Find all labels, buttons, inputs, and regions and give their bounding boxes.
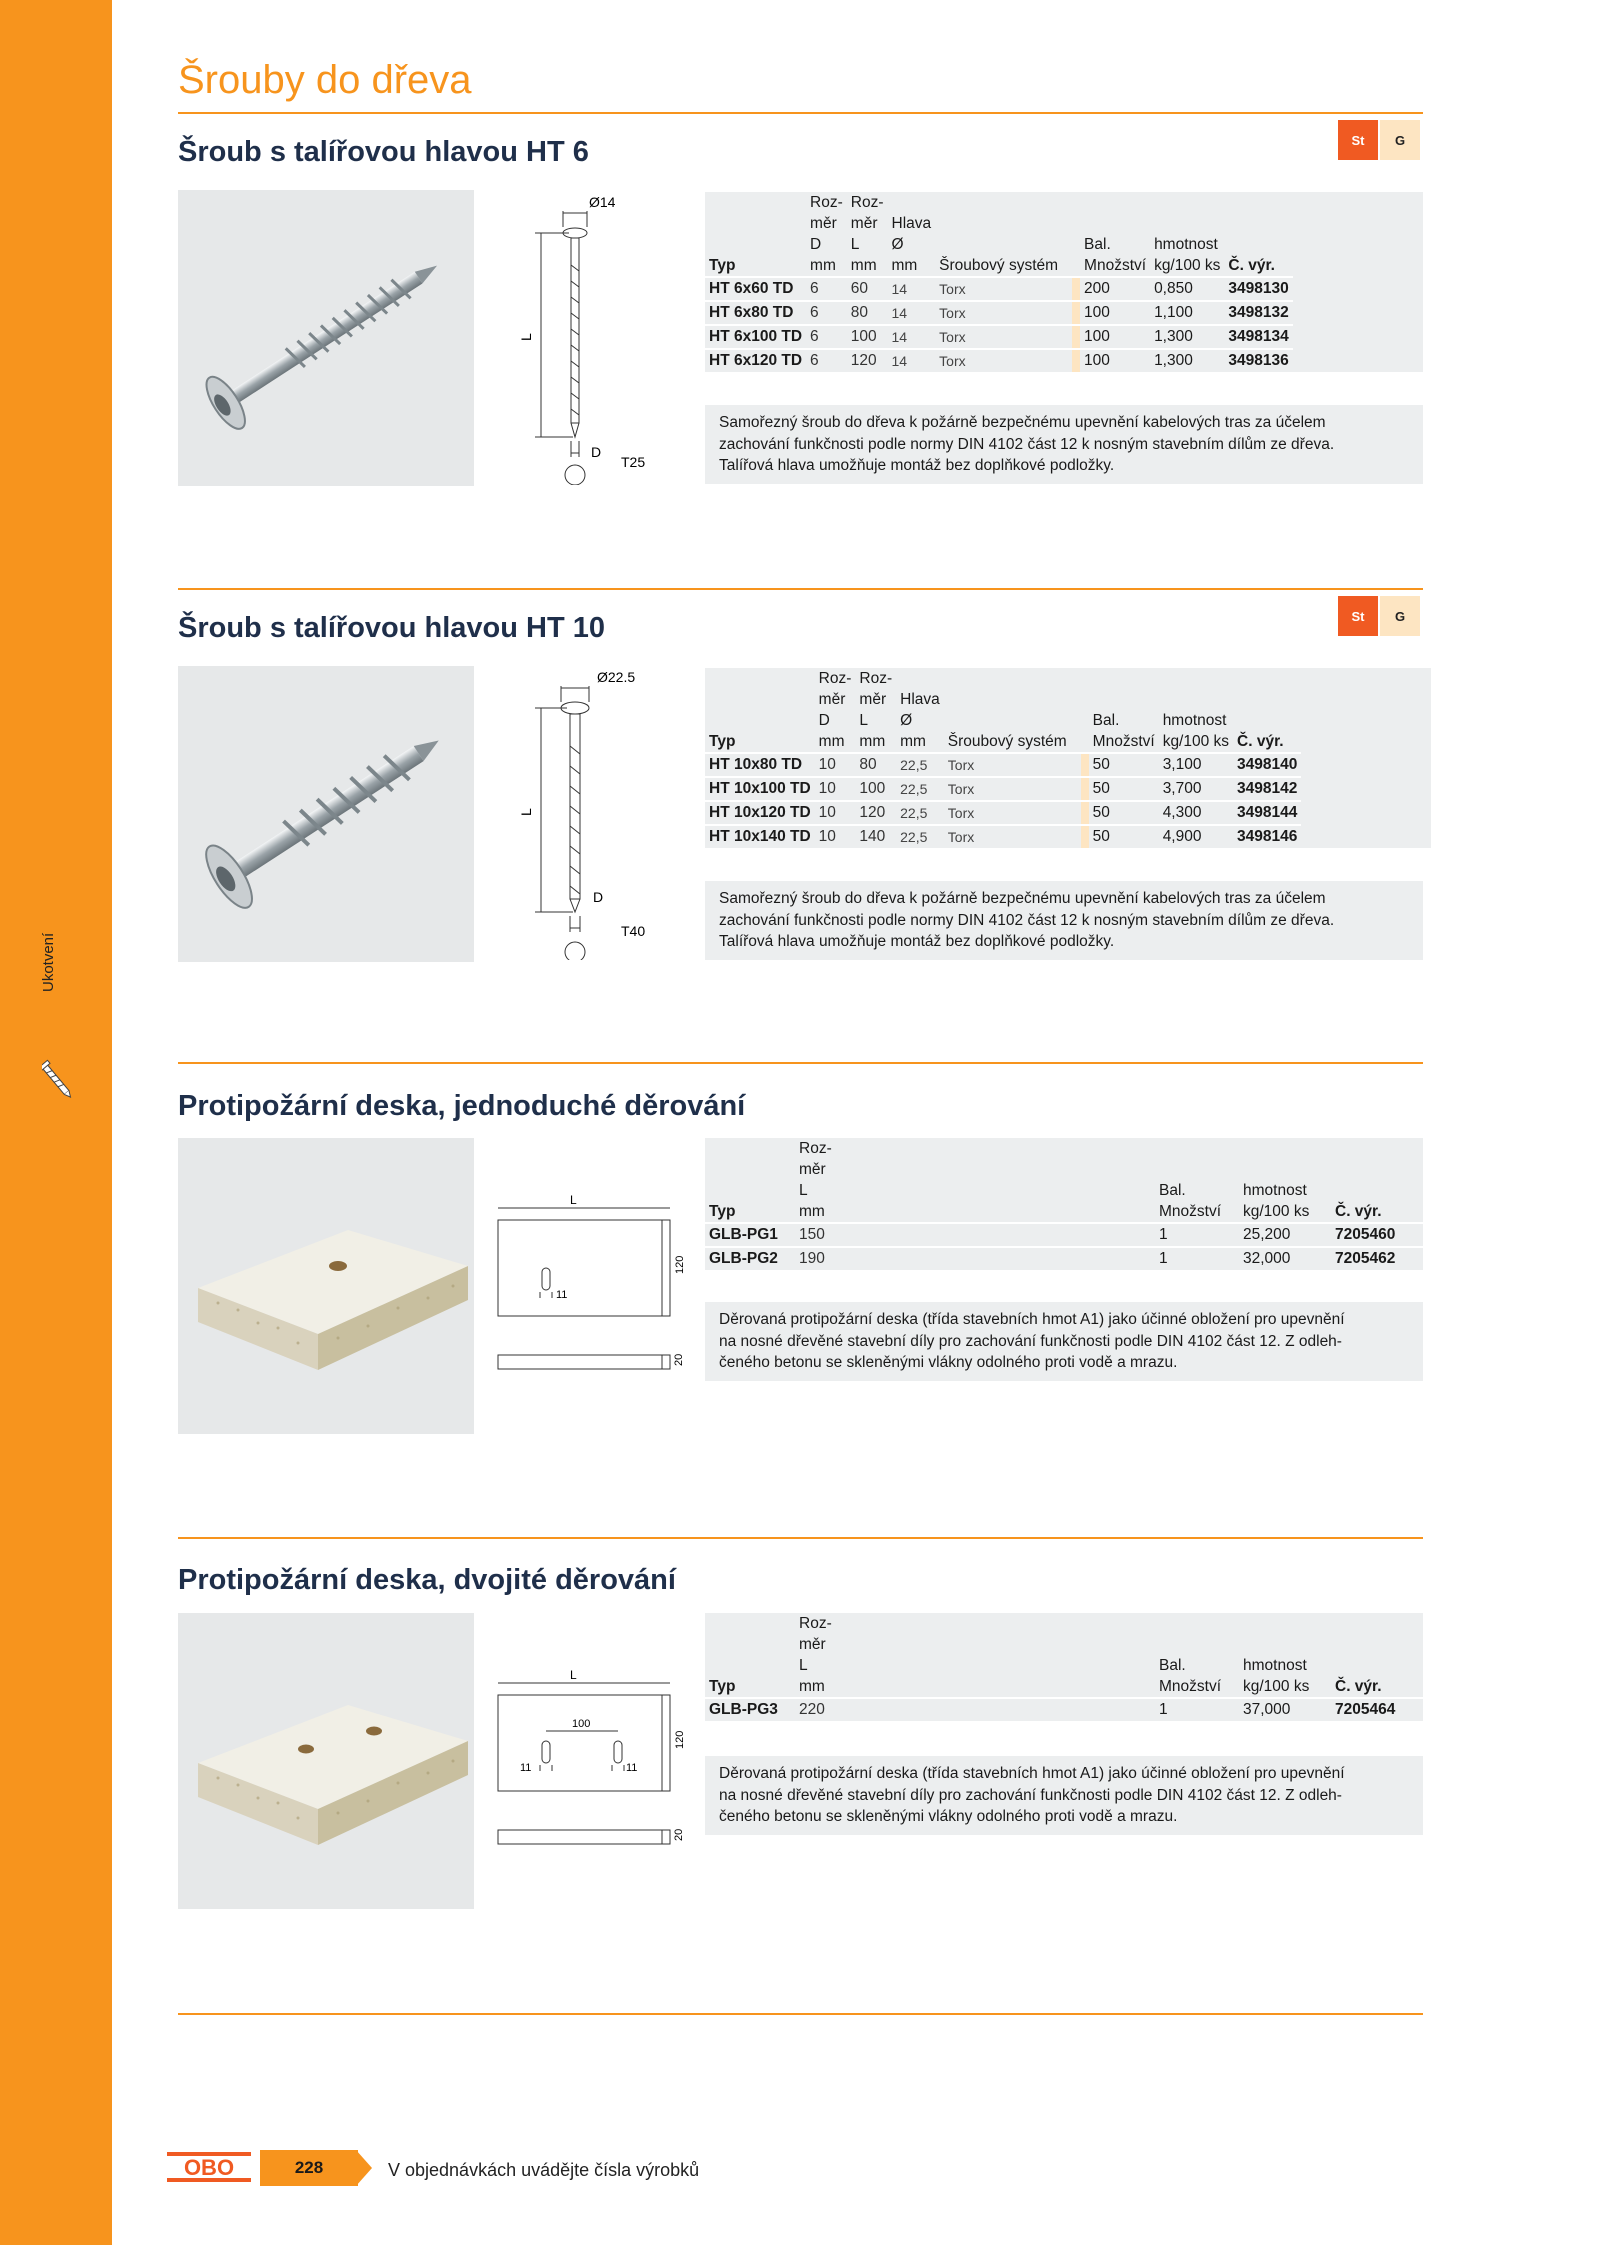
dim-width: 120 [674, 1730, 686, 1749]
col-head: Hlava Ø mm [891, 215, 932, 274]
col-type: Typ [709, 733, 736, 750]
col-l: Roz- měr L mm [799, 1140, 832, 1220]
section-divider [178, 1062, 1423, 1064]
drive-size: T40 [621, 923, 646, 939]
section-title: Protipožární deska, dvojité děrování [178, 1564, 676, 1596]
table-row: HT 6x60 TD 6 60 14 Torx 200 0,850 3498130 [705, 277, 1293, 301]
dim-diameter: D [591, 444, 602, 460]
table-row: GLB-PG3 220 1 37,000 7205464 [705, 1698, 1423, 1721]
table-row: GLB-PG1 150 1 25,200 7205460 [705, 1223, 1423, 1247]
screw-icon [42, 1058, 72, 1104]
col-article: Č. výr. [1237, 733, 1284, 750]
title-divider [178, 112, 1423, 114]
badge-st: St [1338, 120, 1378, 160]
section-title: Šroub s talířovou hlavou HT 10 [178, 612, 606, 644]
dim-hole: 11 [626, 1762, 638, 1774]
technical-drawing [490, 1665, 690, 1865]
section-title: Šroub s talířovou hlavou HT 6 [178, 136, 589, 168]
dim-width: 120 [674, 1255, 686, 1274]
col-qty: Bal. Množství [1092, 712, 1155, 750]
dim-head: Ø22.5 [597, 669, 636, 685]
col-qty: Bal. Množství [1159, 1182, 1222, 1220]
col-type: Typ [709, 1203, 736, 1220]
table-row: HT 6x120 TD 6 120 14 Torx 100 1,300 3498136 [705, 349, 1293, 372]
col-l: Roz- měr L mm [799, 1615, 832, 1695]
dim-thickness: 20 [673, 1828, 685, 1841]
section-divider [178, 588, 1423, 590]
dim-length: L [518, 808, 534, 816]
col-d: Roz- měr D mm [818, 670, 852, 750]
product-table [705, 1613, 1423, 1721]
table-row: HT 10x120 TD 10 120 22,5 Torx 50 4,300 3498144 [705, 801, 1301, 825]
page-number: 228 [260, 2150, 358, 2186]
col-type: Typ [709, 257, 736, 274]
dim-head: Ø14 [589, 194, 616, 210]
product-description: Děrovaná protipožární deska (třída stavebních hmot A1) jako účinné obložení pro upevnění na nosné dřevěné stavební díly pro zachování funkčnosti podle DIN 4102 část 12. Z odleh- čeného betonu se skleněnými vlákny odolného proti vodě a mrazu. [705, 1756, 1423, 1835]
dim-thickness: 20 [673, 1353, 685, 1366]
badge-st: St [1338, 596, 1378, 636]
col-weight: hmotnost kg/100 ks [1162, 712, 1230, 750]
col-qty: Bal. Množství [1159, 1657, 1222, 1695]
badge-g: G [1380, 596, 1420, 636]
badge-g: G [1380, 120, 1420, 160]
drive-size: T25 [621, 454, 646, 470]
sidebar-strip [0, 0, 112, 2245]
dim-length: L [570, 1668, 577, 1682]
dim-hole: 11 [556, 1289, 568, 1301]
dim-length: L [570, 1193, 577, 1207]
col-weight: hmotnost kg/100 ks [1154, 236, 1221, 274]
product-table [705, 1138, 1423, 1270]
product-photo [178, 190, 474, 486]
svg-text:OBO: OBO [183, 2155, 235, 2180]
col-weight: hmotnost kg/100 ks [1243, 1657, 1310, 1695]
product-photo [178, 1613, 474, 1909]
dim-length: L [518, 333, 534, 341]
col-system: Šroubový systém [939, 257, 1059, 274]
dim-diameter: D [593, 889, 604, 905]
col-d: Roz- měr D mm [810, 194, 843, 274]
page-title: Šrouby do dřeva [178, 58, 472, 102]
dim-hole: 11 [520, 1762, 532, 1774]
col-article: Č. výr. [1335, 1678, 1382, 1695]
bottom-divider [178, 2013, 1423, 2015]
section-divider [178, 1537, 1423, 1539]
product-description: Děrovaná protipožární deska (třída stavebních hmot A1) jako účinné obložení pro upevnění na nosné dřevěné stavební díly pro zachování funkčnosti podle DIN 4102 část 12. Z odleh- čeného betonu se skleněnými vlákny odolného proti vodě a mrazu. [705, 1302, 1423, 1381]
col-type: Typ [709, 1678, 736, 1695]
col-qty: Bal. Množství [1084, 236, 1147, 274]
material-badges [1338, 120, 1420, 160]
table-row: GLB-PG2 190 1 32,000 7205462 [705, 1247, 1423, 1270]
col-article: Č. výr. [1228, 257, 1275, 274]
obo-logo [167, 2150, 251, 2184]
technical-drawing [515, 660, 675, 960]
table-row: HT 10x100 TD 10 100 22,5 Torx 50 3,700 3498142 [705, 777, 1301, 801]
product-table [705, 668, 1431, 848]
table-row: HT 6x100 TD 6 100 14 Torx 100 1,300 3498134 [705, 325, 1293, 349]
col-article: Č. výr. [1335, 1203, 1382, 1220]
technical-drawing [490, 1190, 690, 1390]
product-photo [178, 666, 474, 962]
col-head: Hlava Ø mm [900, 691, 940, 750]
col-weight: hmotnost kg/100 ks [1243, 1182, 1310, 1220]
technical-drawing [515, 185, 675, 485]
dim-spacing: 100 [572, 1718, 591, 1730]
table-row: HT 10x140 TD 10 140 22,5 Torx 50 4,900 3498146 [705, 825, 1301, 848]
product-description: Samořezný šroub do dřeva k požárně bezpečnému upevnění kabelových tras za účelem zachování funkčnosti podle normy DIN 4102 část 12 k nosným stavebním dílům ze dřeva. Talířová hlava umožňuje montáž bez doplňkové podložky. [705, 405, 1423, 484]
footer-note: V objednávkách uvádějte čísla výrobků [388, 2160, 700, 2180]
product-description: Samořezný šroub do dřeva k požárně bezpečnému upevnění kabelových tras za účelem zachování funkčnosti podle normy DIN 4102 část 12 k nosným stavebním dílům ze dřeva. Talířová hlava umožňuje montáž bez doplňkové podložky. [705, 881, 1423, 960]
material-badges [1338, 596, 1420, 636]
table-row: HT 6x80 TD 6 80 14 Torx 100 1,100 3498132 [705, 301, 1293, 325]
section-title: Protipožární deska, jednoduché děrování [178, 1090, 746, 1122]
product-table [705, 192, 1423, 372]
arrow-icon [356, 2150, 376, 2186]
table-row: HT 10x80 TD 10 80 22,5 Torx 50 3,100 3498140 [705, 753, 1301, 777]
side-label: Ukotvení [40, 932, 57, 992]
col-system: Šroubový systém [947, 733, 1067, 750]
col-l: Roz- měr L mm [859, 670, 893, 750]
col-l: Roz- měr L mm [850, 194, 884, 274]
product-photo [178, 1138, 474, 1434]
